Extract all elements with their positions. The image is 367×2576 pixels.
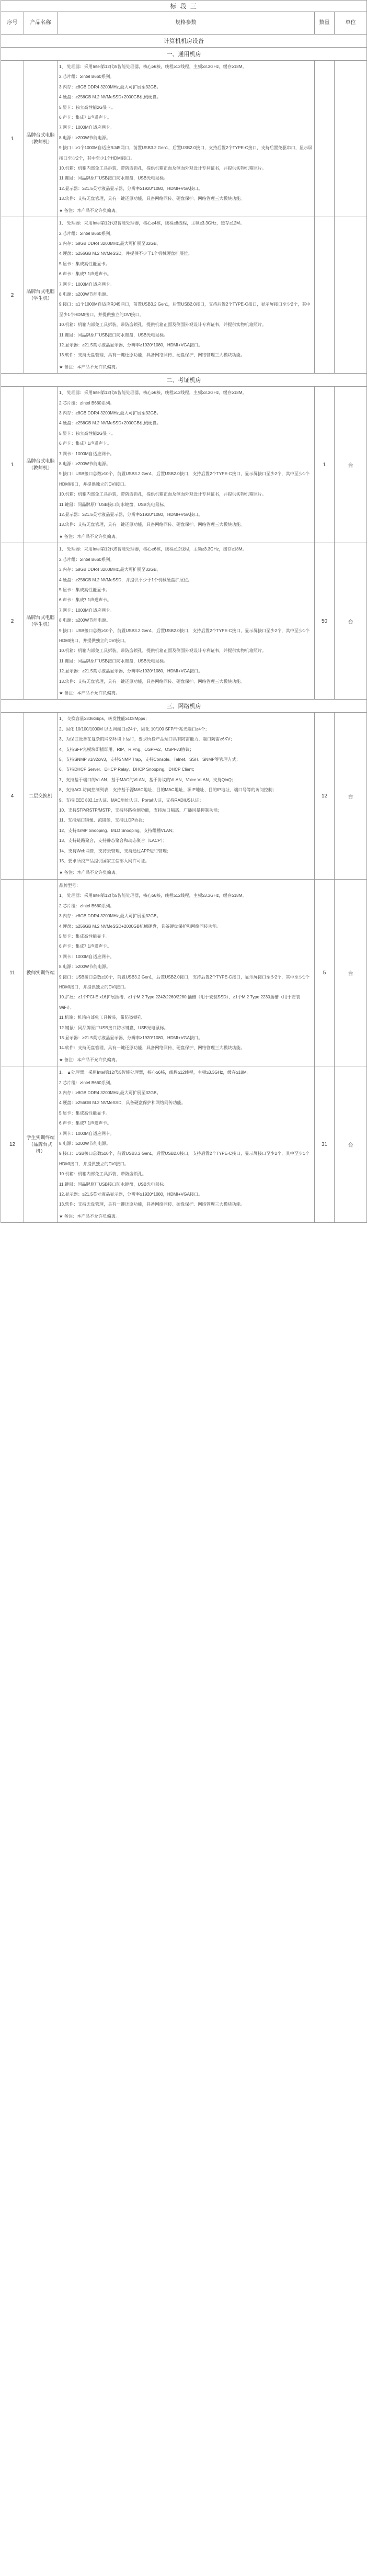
spec-line: 10.机箱：机箱内部免工具拆装，带防盗锁孔，提供机箱正面及侧面外观设计专利证书，并提供实物机箱照片。 [59,322,267,328]
row-seq: 4 [1,713,24,880]
spec-line: 13.软件：支持无盘管理，具有一键还原功能，具备网络同传、硬盘保护、网络管理三大模块功能。 [59,196,245,201]
spec-line: 3.内存：≥8GB DDR4 3200MHz,最大可扩展至32GB。 [59,411,161,415]
spec-line: 10.机箱：机箱内部免工具拆装，带防盗锁孔。 [59,1172,146,1177]
spec-line: 13.软件：支持无盘管理，具有一键还原功能，具备网络同传、硬盘保护、网络管理三大模块功能。 [59,679,245,684]
spec-line: 11.键鼠：同品牌原厂USB接口防水键盘，USB光电鼠标。 [59,176,168,181]
spec-line: 1、 处理器：采用Intel第12代i5智能处理器，核心≥6核，线程≥12线程，主频≥3.3GHz，缓存≥18M。 [59,893,247,898]
spec-line: 11.键鼠：同品牌原厂USB接口防水键盘，USB光电鼠标。 [59,1182,168,1187]
spec-line: 4、支持SFP光模块即插即用、RIP、RIPng、OSPFv2、OSPFv3协议； [59,747,194,752]
row-spec [58,61,315,217]
spec-line: 5.显卡：集成高性能显卡。 [59,261,110,266]
spec-line: 9.接口：≥1个1000M自适应RJ45网口，前置USB3.2 Gen1，后置USB2.0接口，支持后置2个TYPE-C接口，支持后置免驱串口，显示屏接口至少2个，其中至少1个HDMI接口。 [59,145,313,161]
spec-line: 5.显卡：集成高性能显卡。 [59,587,110,592]
table-row [1,387,367,543]
section-row [1,700,367,713]
spec-note: ★ 备注：本产品不允许负偏离。 [59,206,313,216]
spec-line: 2.芯片组：≥Intel B660系列。 [59,557,114,562]
spec-line: 8.电源：≥200W节能电源。 [59,618,111,623]
spec-line: 15、要求所投产品提供国家工信部入网许可证。 [59,859,150,864]
spec-line: 4.硬盘：≥256GB M.2 NVMeSSD，并提供不少于1个机械硬盘扩展位。 [59,251,192,256]
spec-line: 7、支持基于端口的VLAN、基于MAC的VLAN、基于协议的VLAN、Voice VLAN，支持QinQ； [59,777,236,782]
spec-line: 7.网卡：1000M自适应网卡。 [59,125,114,130]
spec-line: 9.接口：USB接口总数≥10个，前置USB3.2 Gen1，后置USB2.0接口，支持后置2个TYPE-C接口，显示屏接口至少2个，其中至少1个HDMI接口，并提供独立的DVI接口。 [59,974,309,989]
spec-line: 9.接口：USB接口总数≥10个，前置USB3.2 Gen1，后置USB2.0接口，支持后置2个TYPE-C接口，显示屏接口至少2个，其中至少1个HDMI接口，并提供独立的DVI接口。 [59,471,309,487]
spec-line: 6.声卡：集成7.1声道声卡。 [59,115,112,120]
spec-line: 9.接口：USB接口总数≥10个，前置USB3.2 Gen1，后置USB2.0接口，支持后置2个TYPE-C接口，显示屏接口至少2个，其中至少1个HDMI接口，并提供独立的DVI接口。 [59,628,309,643]
spec-line: 6.声卡：集成7.1声道声卡。 [59,598,112,603]
spec-line: 8.电源：≥200W节能电源。 [59,135,111,140]
row-unit: 台 [335,387,367,543]
section-row [1,48,367,61]
row-unit [335,217,367,374]
spec-line: 3.内存：≥8GB DDR4 3200MHz,最大可扩展至32GB。 [59,1090,161,1095]
section-title: 一、通用机房 [1,48,367,61]
spec-line: 10.机箱：机箱内部免工具拆装，带防盗锁孔，提供机箱正面及侧面外观设计专利证书，并提供实物机箱照片。 [59,492,267,497]
subtitle-row [1,35,367,48]
spec-line: 13.软件：支持无盘管理，具有一键还原功能，具备网络同传、硬盘保护、网络管理三大模块功能。 [59,1202,245,1207]
spec-line: 12、支持IGMP Snooping、MLD Snooping，支持组播VLAN； [59,828,177,833]
spec-line: 12.显示器：≥21.5英寸液晶显示器，分辨率≥1920*1080，HDMI+VGA接口。 [59,512,203,518]
spec-line: 2.芯片组：≥Intel B660系列。 [59,1080,114,1085]
spec-line: 3.内存：≥8GB DDR4 3200MHz,最大可扩展至32GB。 [59,84,161,89]
row-product-name: 品牌台式电脑（教师机） [24,61,58,217]
row-qty [315,217,335,374]
row-qty: 12 [315,713,335,880]
document-title: 标 段 三 [1,1,367,12]
spec-line: 2.芯片组：≥Intel B660系列。 [59,903,114,908]
spec-line: 7.网卡：1000M自适应网卡。 [59,282,114,287]
row-seq: 1 [1,387,24,543]
row-seq: 2 [1,217,24,374]
spec-line: 1、 处理器：采用Intel第12代i5智能处理器，核心≥6核，线程≥12线程，主频≥3.3GHz，缓存≥18M。 [59,64,247,69]
spec-line: 7.网卡：1000M自适应网卡。 [59,1131,114,1136]
row-product-name: 品牌台式电脑（教师机） [24,387,58,543]
spec-line: 6.声卡：集成7.1声道声卡。 [59,441,112,446]
spec-line: 12.显示器：≥21.5英寸液晶显示器，分辨率≥1920*1080，HDMI+VGA接口。 [59,342,203,347]
spec-line: 8.电源：≥200W节能电源。 [59,462,111,467]
spec-line: 4.硬盘：≥256GB M.2 NVMeSSD，并提供不少于1个机械硬盘扩展位。 [59,577,192,582]
row-product-name: 二层交换机 [24,713,58,880]
spec-line: 10、支持STP/RSTP/MSTP，支持环路检测功能，支持端口隔离、广播风暴抑制功能； [59,808,222,813]
section-title: 二、考证机房 [1,374,367,387]
row-spec [58,879,315,1066]
spec-line: 4.硬盘：≥256GB M.2 NVMeSSD+2000GB机械硬盘。 [59,421,161,426]
row-product-name: 学生实训终端（品牌台式机） [24,1066,58,1223]
spec-line: 13.软件：支持无盘管理，具有一键还原功能，具备网络同传、硬盘保护、网络管理三大模块功能。 [59,522,245,527]
spec-line: 12.显示器：≥21.5英寸液晶显示器，分辨率≥1920*1080，HDMI+VGA接口。 [59,669,203,674]
spec-line: 12.键鼠：同品牌原厂USB接口防水键盘，USB光电鼠标。 [59,1025,168,1030]
row-qty: 5 [315,879,335,1066]
spec-line: 14.软件：支持无盘管理，具有一键还原功能，具备网络同传、硬盘保护、网络管理三大模块功能。 [59,1045,245,1051]
spec-line: 1、 处理器：采用Intel第12代i3智能处理器，核心≥4核，线程≥8线程，主频≥3.3GHz，缓存≥12M。 [59,221,245,226]
row-qty: 50 [315,543,335,700]
spec-line: 5、支持SNMP v1/v2c/v3，支持SNMP Trap，支持Console、Telnet、SSH、SNMP等管理方式； [59,757,240,762]
header-qty: 数量 [315,12,335,35]
section-row [1,374,367,387]
table-row [1,61,367,217]
spec-line: 10.机箱：机箱内部免工具拆装，带防盗锁孔，提供机箱正面及侧面外观设计专利证书，并提供实物机箱照片。 [59,166,267,171]
header-name: 产品名称 [24,12,58,35]
spec-line: 8.电源：≥200W节能电源。 [59,291,111,297]
row-spec [58,543,315,700]
spec-line: 11.键鼠：同品牌原厂USB接口防水键盘，USB光电鼠标。 [59,658,168,663]
spec-line: 5.显卡：独立高性能2G显卡。 [59,431,116,436]
spec-note: ★ 备注：本产品不允许负偏离。 [59,688,313,698]
spec-line: 13.显示器：≥21.5英寸液晶显示器，分辨率≥1920*1080，HDMI+VGA接口。 [59,1035,203,1040]
spec-line: 1、 交换容量≥336Gbps，转发性能≥108Mpps； [59,716,150,722]
header-spec: 规格参数 [58,12,315,35]
table-row [1,543,367,700]
row-seq: 12 [1,1066,24,1223]
spec-line: 4.硬盘：≥256GB M.2 NVMeSSD+2000GB机械硬盘，具备硬盘保护和网络同传功能。 [59,924,221,929]
row-unit: 台 [335,543,367,700]
spec-line: 9.接口：≥1个1000M自适应RJ45网口，前置USB3.2 Gen1，后置USB2.0接口，支持后置2个TYPE-C接口，显示屏接口至少2个，其中至少1个HDMI接口，并提供独立的DVI接口。 [59,302,311,317]
row-qty: 31 [315,1066,335,1223]
spec-line: 5.显卡：集成高性能显卡。 [59,933,110,939]
row-spec [58,387,315,543]
spec-line: 5.显卡：独立高性能2G显卡。 [59,105,116,110]
table-row [1,713,367,880]
spec-line: 11.键鼠：同品牌原厂USB接口防水键盘，USB光电鼠标。 [59,332,168,338]
spec-line: 11、支持端口镜像、流镜像，支持LLDP协议； [59,818,147,823]
row-seq: 2 [1,543,24,700]
spec-line: 11.机箱：机箱内部免工具拆装，带防盗锁孔。 [59,1015,146,1020]
spec-line: 3、为保证设备在复杂的网络环境下运行，要求所投产品端口具有防雷能力，端口防雷≥6KV； [59,737,235,742]
spec-line: 1、 处理器：采用Intel第12代i5智能处理器，核心≥6核，线程≥12线程，主频≥3.3GHz，缓存≥18M。 [59,390,247,396]
row-qty: 1 [315,387,335,543]
spec-line: 6、支持DHCP Server、DHCP Relay、DHCP Snooping、DHCP Client； [59,767,197,772]
row-qty [315,61,335,217]
table-row [1,879,367,1066]
row-unit: 台 [335,713,367,880]
spec-line: 3.内存：≥8GB DDR4 3200MHz,最大可扩展至32GB。 [59,567,161,572]
page [1,0,366,1223]
row-spec [58,713,315,880]
spec-line: 4.硬盘：≥256GB M.2 NVMeSSD，具备硬盘保护和网络同传功能。 [59,1100,186,1106]
spec-line: 6.声卡：集成7.1声道声卡。 [59,944,112,949]
spec-line: 14、支持Web网管，支持云管理，支持通过APP进行管理； [59,848,171,853]
spec-line: 2、固化 10/100/1000M 以太网端口≥24个，固化 10/100 SFP/千兆光端口≥4个； [59,726,210,732]
spec-line: 12.显示器：≥21.5英寸液晶显示器，分辨率≥1920*1080，HDMI+VGA接口。 [59,186,203,191]
spec-line: 13.软件：支持无盘管理，具有一键还原功能，具备网络同传、硬盘保护、网络管理三大模块功能。 [59,353,245,358]
spec-line: 2.芯片组：≥Intel B660系列。 [59,74,114,80]
row-product-name: 品牌台式电脑（学生机） [24,217,58,374]
spec-note: ★ 备注：本产品不允许负偏离。 [59,362,313,372]
row-unit: 台 [335,879,367,1066]
spec-line: 9.接口：USB接口总数≥10个，前置USB3.2 Gen1，后置USB2.0接口，支持后置2个TYPE-C接口，显示屏接口至少2个，其中至少1个HDMI接口，并提供独立的DVI接口。 [59,1151,309,1166]
spec-line: 10.扩展：≥1个PCI-E x16扩展插槽，≥1个M.2 Type 2242/2260/2280 插槽（用于安装SSD），≥1个M.2 Type 2230插槽（用于安装WiFi）。 [59,995,300,1010]
spec-note: ★ 备注：本产品不允许负偏离。 [59,1211,313,1221]
row-seq: 11 [1,879,24,1066]
spec-line: 8.电源：≥200W节能电源。 [59,1141,111,1146]
spec-note: ★ 备注：本产品不允许负偏离。 [59,1055,313,1065]
spec-table-body [1,1,367,1223]
spec-line: 1、 处理器：采用Intel第12代i5智能处理器，核心≥6核，线程≥12线程，主频≥3.3GHz，缓存≥18M。 [59,547,247,552]
spec-note: ★ 备注：本产品不允许负偏离。 [59,532,313,542]
row-spec [58,1066,315,1223]
spec-line: 6.声卡：集成7.1声道声卡。 [59,272,112,277]
header-unit: 单位 [335,12,367,35]
table-row [1,217,367,374]
spec-line: 7.网卡：1000M自适应网卡。 [59,954,114,959]
spec-line: 1、 ▲处理器：采用Intel第12代i5智能处理器，核心≥6核，线程≥12线程，主频≥3.3GHz，缓存≥18M。 [59,1070,251,1075]
spec-line: 13、支持链路聚合，支持静态聚合和动态聚合（LACP）； [59,838,167,843]
table-row [1,1066,367,1223]
spec-line: 11.键鼠：同品牌原厂USB接口防水键盘，USB光电鼠标。 [59,502,168,507]
spec-line: 8.电源：≥200W节能电源。 [59,964,111,970]
header-row [1,12,367,35]
spec-line: 12.显示器：≥21.5英寸液晶显示器，分辨率≥1920*1080，HDMI+VGA接口。 [59,1192,203,1197]
spec-line: 2.芯片组：≥Intel B660系列。 [59,231,114,236]
spec-table [1,0,367,1223]
row-product-name: 品牌台式电脑（学生机） [24,543,58,700]
table-subtitle: 计算机机房设备 [1,35,367,48]
spec-line: 5.显卡：集成高性能显卡。 [59,1110,110,1116]
spec-line: 品牌型号： [59,883,81,888]
row-unit: 台 [335,1066,367,1223]
title-row [1,1,367,12]
spec-line: 2.芯片组：≥Intel B660系列。 [59,400,114,406]
spec-line: 3.内存：≥8GB DDR4 3200MHz,最大可扩展至32GB。 [59,241,161,246]
section-title: 三、网络机房 [1,700,367,713]
spec-note: ★ 备注：本产品不允许负偏离。 [59,868,313,878]
spec-line: 4.硬盘：≥256GB M.2 NVMeSSD+2000GB机械硬盘。 [59,95,161,100]
spec-line: 10.机箱：机箱内部免工具拆装，带防盗锁孔，提供机箱正面及侧面外观设计专利证书，并提供实物机箱照片。 [59,648,267,654]
row-product-name: 教师实训终端 [24,879,58,1066]
row-seq: 1 [1,61,24,217]
row-unit [335,61,367,217]
spec-line: 6.声卡：集成7.1声道声卡。 [59,1121,112,1126]
row-spec [58,217,315,374]
spec-line: 3.内存：≥8GB DDR4 3200MHz,最大可扩展至32GB。 [59,914,161,919]
spec-line: 9、支持IEEE 802.1x认证、MAC地址认证、Portal认证，支持RADIUS认证； [59,797,204,803]
spec-line: 8、支持ACL访问控制列表，支持基于源MAC地址、目的MAC地址、源IP地址、目的IP地址、端口号等的访问控制； [59,788,277,793]
header-seq: 序号 [1,12,24,35]
spec-line: 7.网卡：1000M自适应网卡。 [59,608,114,613]
spec-line: 7.网卡：1000M自适应网卡。 [59,451,114,456]
